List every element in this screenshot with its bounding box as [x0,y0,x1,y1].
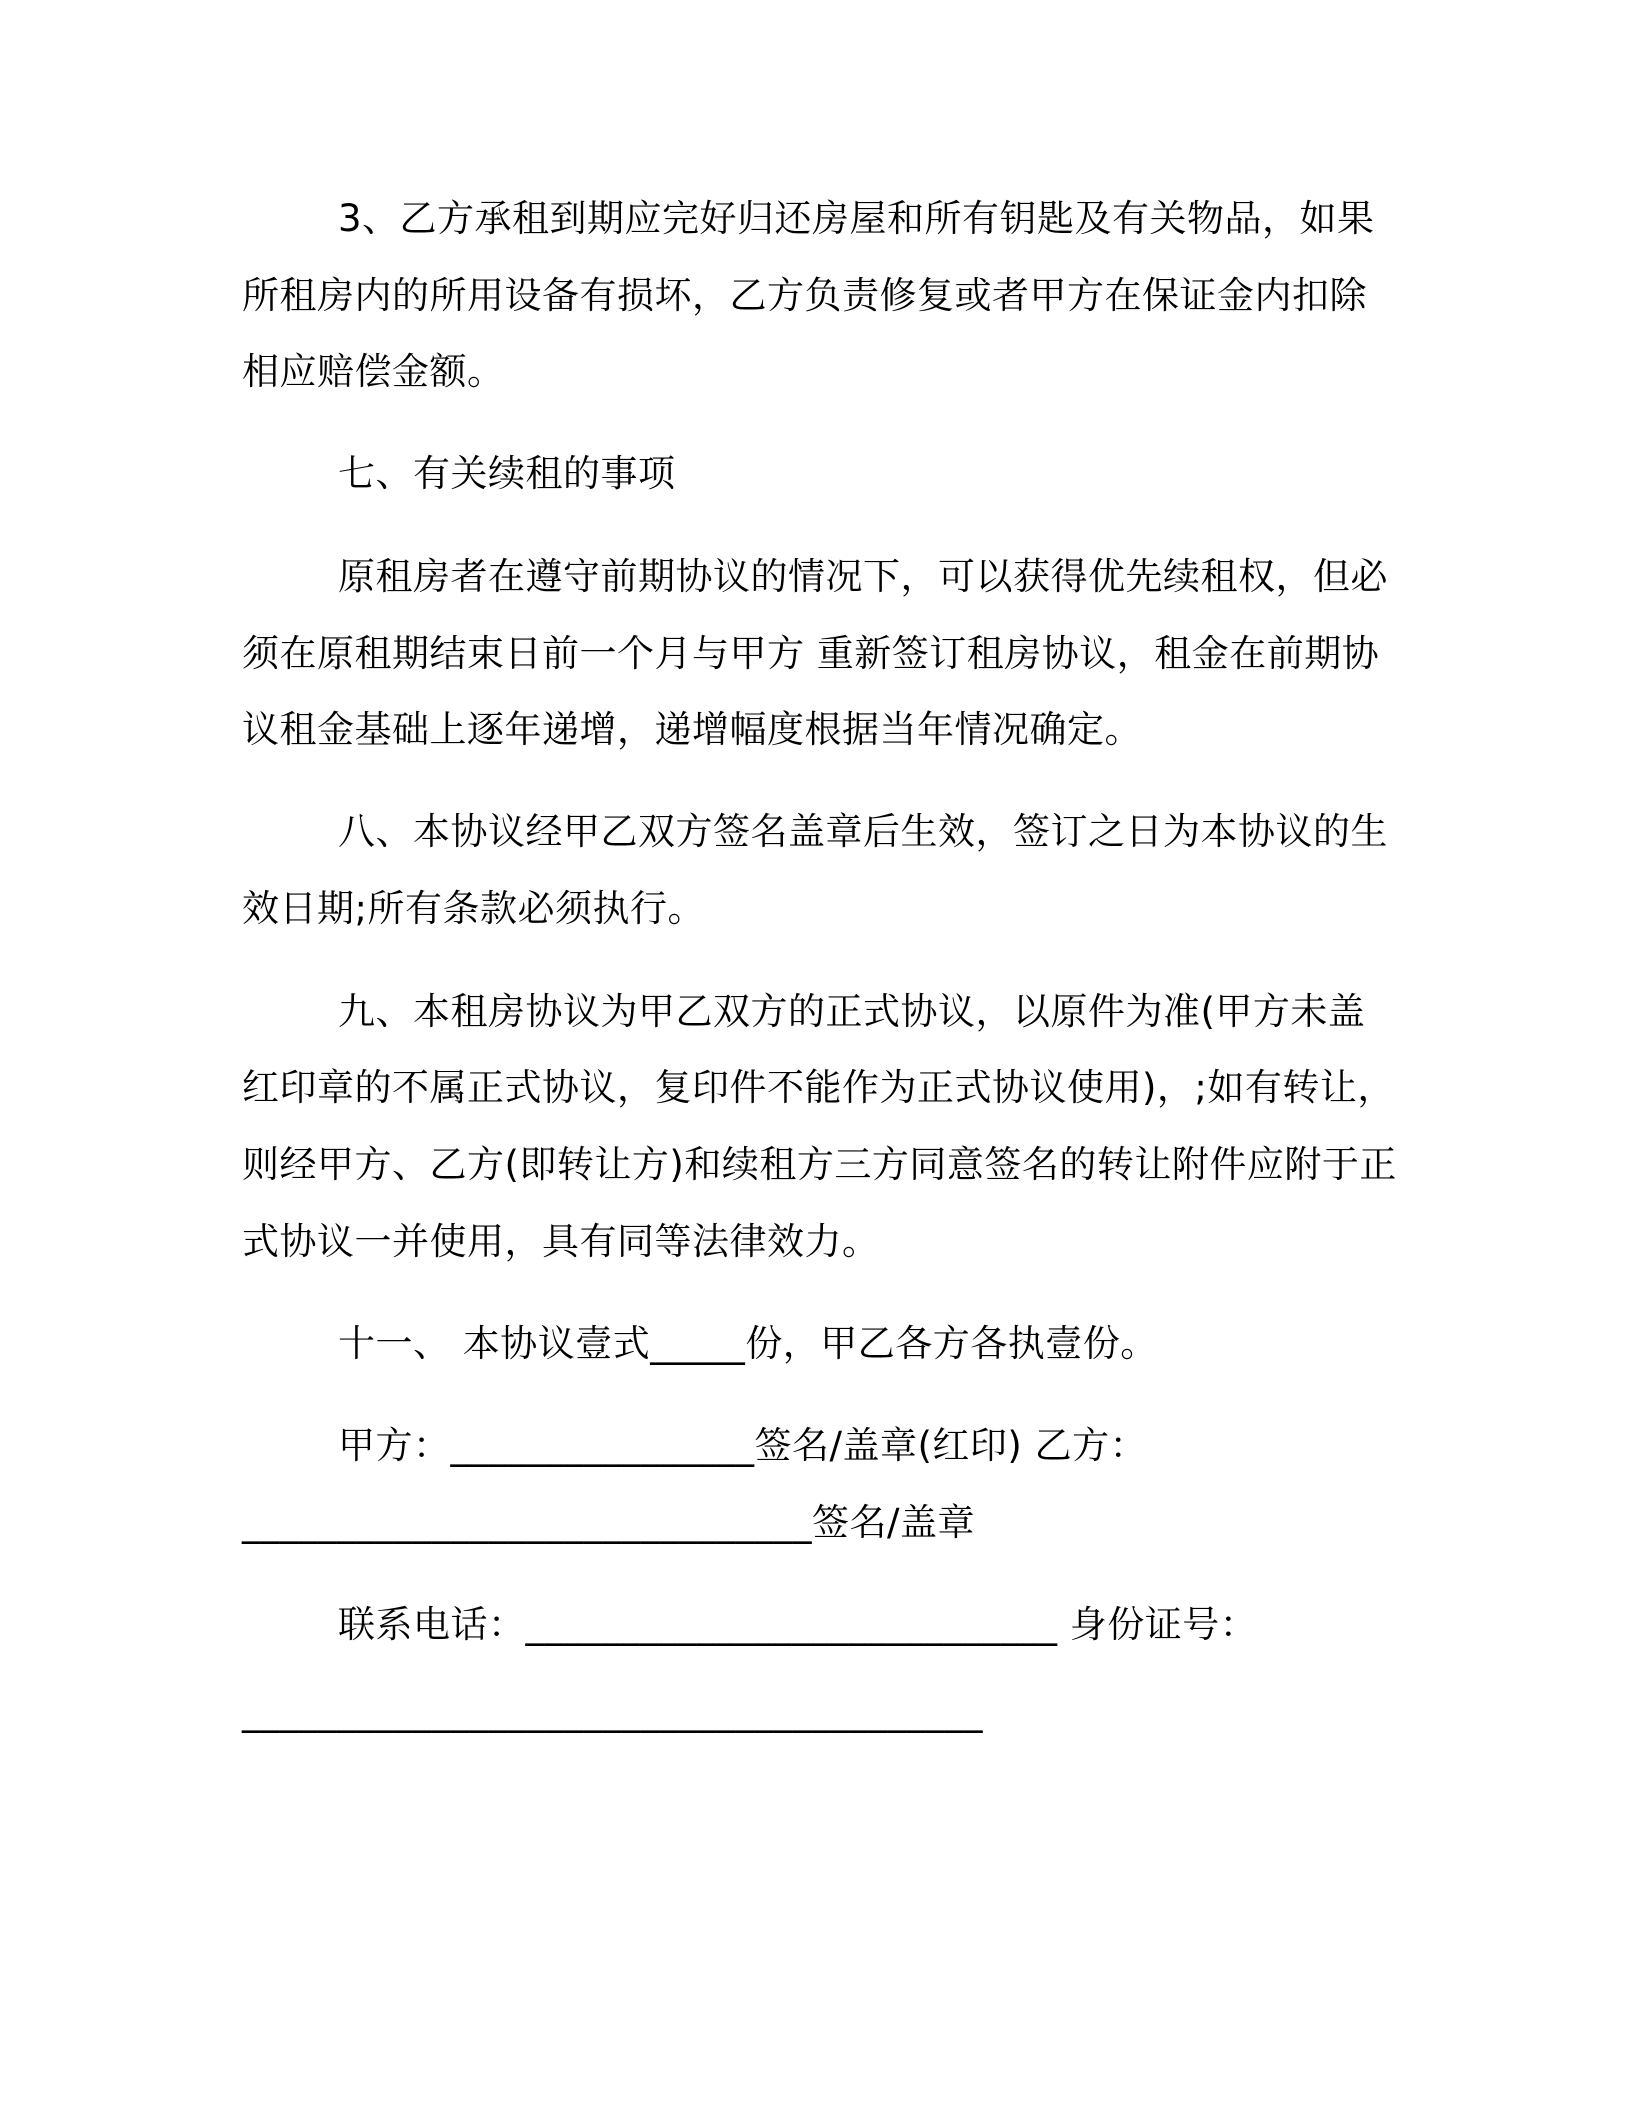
section-9-line-4: 式协议一并使用，具有同等法律效力。 [242,1220,880,1263]
section-9-line-3: 则经甲方、乙方(即转让方)和续租方三方同意签名的转让附件应附于正 [242,1143,1397,1186]
section-7-line-3: 议租金基础上逐年递增，递增幅度根据当年情况确定。 [242,708,1142,751]
clause-6-3-line-1: 3、乙方承租到期应完好归还房屋和所有钥匙及有关物品，如果 [338,197,1375,240]
id-number-blank-line: _______________________________________ [242,1690,983,1733]
clause-6-3-line-2: 所租房内的所用设备有损坏，乙方负责修复或者甲方在保证金内扣除 [242,274,1367,317]
phone-id-line: 联系电话：____________________________ 身份证号： [338,1603,1258,1646]
party-a-signature-line: 甲方：________________签名/盖章(红印) 乙方： [338,1424,1148,1467]
section-7-heading: 七、有关续租的事项 [338,452,676,495]
party-b-signature-line: ______________________________签名/盖章 [242,1501,975,1544]
section-8-line-1: 八、本协议经甲乙双方签名盖章后生效，签订之日为本协议的生 [338,810,1388,853]
section-7-line-1: 原租房者在遵守前期协议的情况下，可以获得优先续租权，但必 [338,555,1388,598]
section-9-line-1: 九、本租房协议为甲乙双方的正式协议，以原件为准(甲方未盖 [338,990,1366,1033]
clause-6-3-line-3: 相应赔偿金额。 [242,350,505,393]
section-8-line-2: 效日期;所有条款必须执行。 [242,887,705,930]
section-11-line: 十一、 本协议壹式_____份，甲乙各方各执壹份。 [338,1322,1158,1365]
section-9-line-2: 红印章的不属正式协议，复印件不能作为正式协议使用)，;如有转让， [242,1066,1395,1109]
section-7-line-2: 须在原租期结束日前一个月与甲方 重新签订租房协议，租金在前期协 [242,632,1380,675]
